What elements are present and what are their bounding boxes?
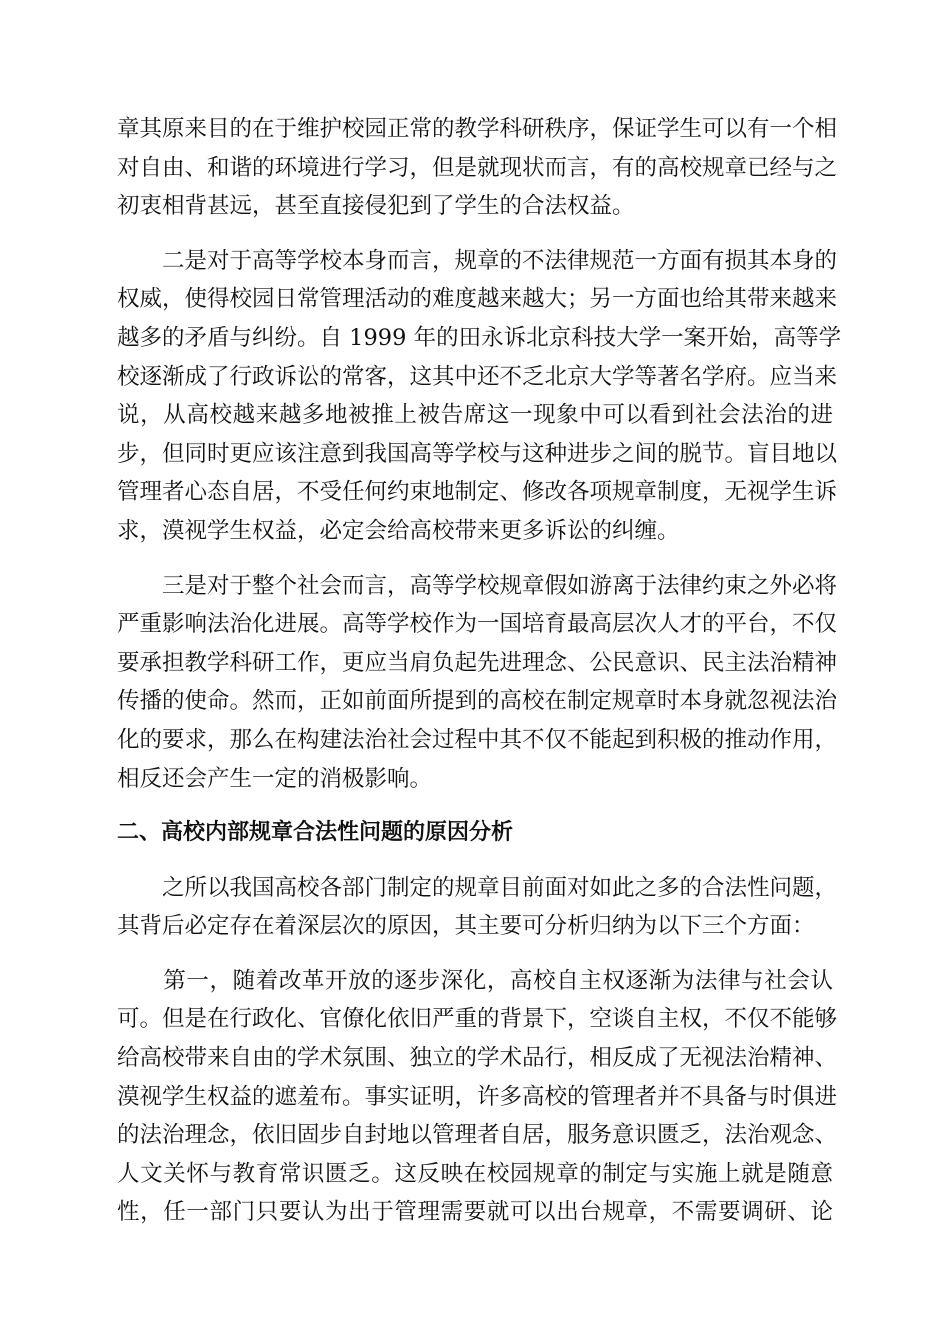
text-line: 三是对于整个社会而言，高等学校规章假如游离于法律约束之外必将 [117, 572, 838, 599]
text-line: 第一，随着改革开放的逐步深化，高校自主权逐渐为法律与社会认 [117, 967, 833, 994]
text-line: 说，从高校越来越多地被推上被告席这一现象中可以看到社会法治的进 [117, 402, 833, 429]
text-line: 对自由、和谐的环境进行学习，但是就现状而言，有的高校规章已经与之 [117, 154, 838, 181]
text-line: 管理者心态自居，不受任何约束地制定、修改各项规章制度，无视学生诉 [117, 479, 838, 506]
paragraph-first-reason [117, 962, 838, 1232]
text-line: 相反还会产生一定的消极影响。 [117, 765, 433, 792]
text-line: 章其原来目的在于维护校园正常的教学科研秩序，保证学生可以有一个相 [117, 116, 838, 142]
text-line: 传播的使命。然而，正如前面所提到的高校在制定规章时本身就忽视法治 [117, 688, 838, 715]
text-line: 的法治理念，依旧固步自封地以管理者自居，服务意识匮乏，法治观念、 [117, 1122, 838, 1149]
text-line: 漠视学生权益的遮羞布。事实证明，许多高校的管理者并不具备与时俱进 [117, 1083, 838, 1110]
text-line: 初衷相背甚远，甚至直接侵犯到了学生的合法权益。 [117, 193, 635, 220]
document-body [117, 110, 842, 1248]
text-line: 权威，使得校园日常管理活动的难度越来越大；另一方面也给其带来越来 [117, 286, 838, 313]
text-line: 给高校带来自由的学术氛围、独立的学术品行，相反成了无视法治精神、 [117, 1045, 838, 1072]
text-line: 越多的矛盾与纠纷。自 1999 年的田永诉北京科技大学一案开始，高等学 [117, 324, 842, 351]
paragraph-continuation [117, 110, 838, 226]
text-line: 校逐渐成了行政诉讼的常客，这其中还不乏北京大学等著名学府。应当来 [117, 363, 838, 390]
text-line: 求，漠视学生权益，必定会给高校带来更多诉讼的纠缠。 [117, 517, 680, 544]
text-line: 其背后必定存在着深层次的原因，其主要可分析归纳为以下三个方面： [117, 913, 815, 940]
paragraph-third-point [117, 567, 838, 799]
text-line: 要承担教学科研工作，更应当肩负起先进理念、公民意识、民主法治精神 [117, 649, 838, 676]
text-line: 二是对于高等学校本身而言，规章的不法律规范一方面有损其本身的 [117, 247, 838, 274]
text-line: 之所以我国高校各部门制定的规章目前面对如此之多的合法性问题， [117, 874, 838, 901]
text-line: 步，但同时更应该注意到我国高等学校与这种进步之间的脱节。盲目地以 [117, 440, 838, 467]
paragraph-second-point [117, 242, 842, 551]
text-line: 人文关怀与教育常识匮乏。这反映在校园规章的制定与实施上就是随意 [117, 1160, 833, 1187]
paragraph-section-intro [117, 869, 838, 946]
text-line: 性，任一部门只要认为出于管理需要就可以出台规章，不需要调研、论 [117, 1199, 833, 1226]
text-line: 可。但是在行政化、官僚化依旧严重的背景下，空谈自主权，不仅不能够 [117, 1006, 838, 1033]
text-line: 严重影响法治化进展。高等学校作为一国培育最高层次人才的平台，不仅 [117, 611, 838, 638]
text-line: 化的要求，那么在构建法治社会过程中其不仅不能起到积极的推动作用， [117, 726, 838, 753]
section-heading: 二、高校内部规章合法性问题的原因分析 [117, 820, 514, 846]
